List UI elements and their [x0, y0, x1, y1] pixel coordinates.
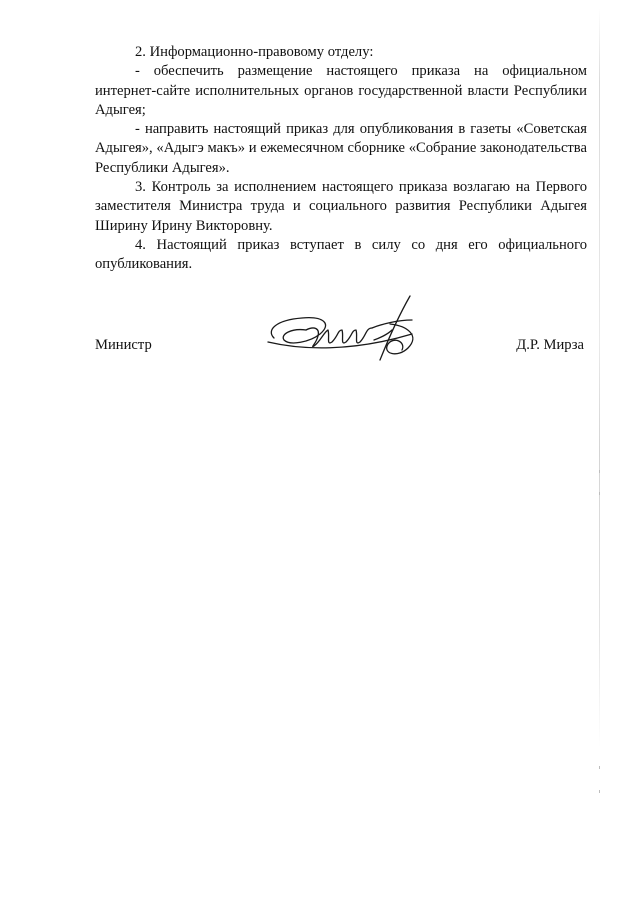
scan-edge-line: [599, 8, 600, 748]
scan-edge-dot: [599, 492, 600, 495]
scan-edge-dot: [599, 470, 600, 473]
scan-edge-dot: [599, 790, 600, 793]
paragraph-item-4: 4. Настоящий приказ вступает в силу со дня его официального опубликования.: [95, 236, 587, 273]
paragraph-item-2b: - направить настоящий приказ для опубликования в газеты «Советская Адыгея», «Адыгэ макъ» и ежемесячном сборнике «Собрание законодательства Республики Адыгея».: [95, 121, 587, 176]
signer-name: Д.Р. Мирза: [516, 337, 584, 353]
scan-edge-dot: [599, 766, 600, 769]
paragraph-item-2a: - обеспечить размещение настоящего приказа на официальном интернет-сайте исполнительных органов государственной власти Республики Адыгея;: [95, 63, 587, 118]
signer-title: Министр: [95, 337, 152, 353]
paragraph-item-3: 3. Контроль за исполнением настоящего приказа возлагаю на Первого заместителя Министра труда и социального развития Республики Адыгея Ширину Ирину Викторовну.: [95, 179, 587, 234]
document-body: [95, 43, 587, 275]
paragraph-item-2: 2. Информационно-правовому отделу:: [135, 44, 374, 60]
handwritten-signature: [262, 290, 432, 370]
